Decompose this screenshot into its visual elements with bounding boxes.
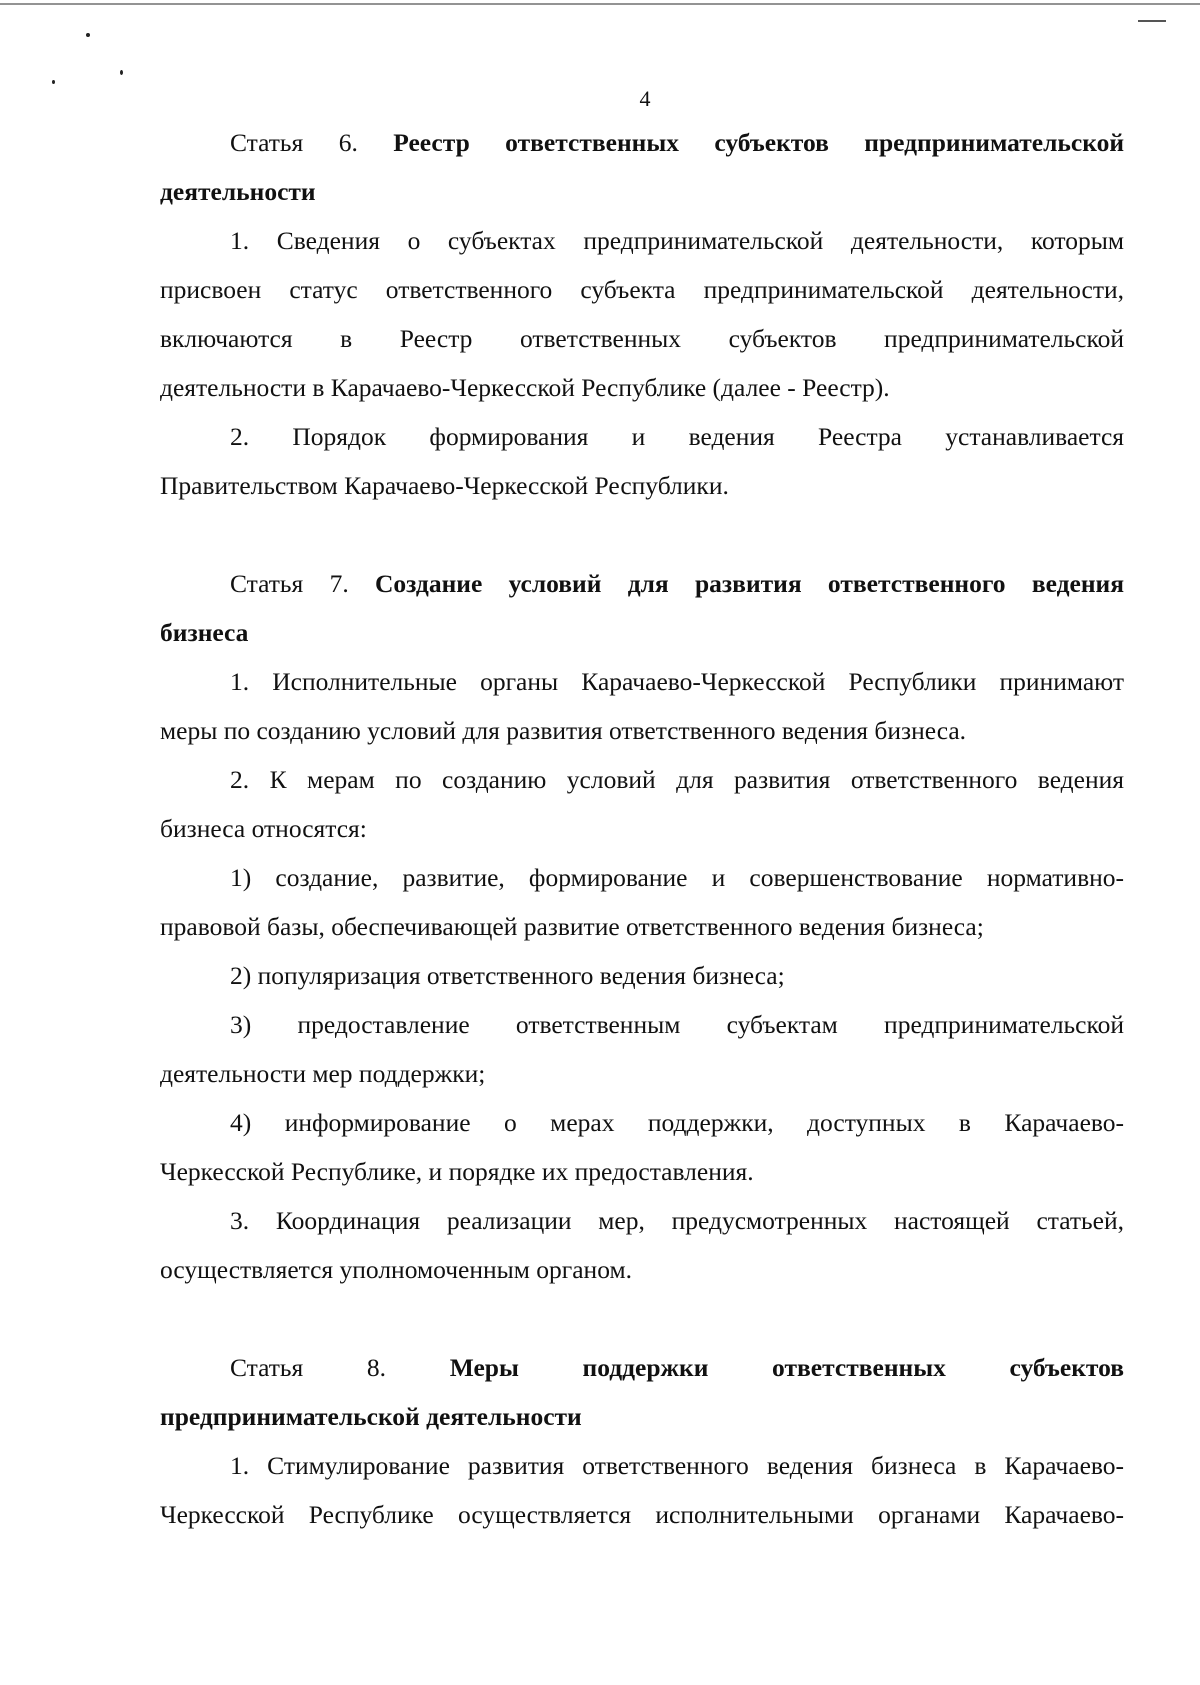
article7-heading-cont — [160, 618, 1124, 648]
article7-heading-title: Создание условий для развития ответственного ведения — [374, 569, 1124, 598]
article7-p2-line: 2. К мерам по созданию условий для развития ответственного ведения — [230, 765, 1124, 794]
article6-heading-prefix: Статья 6. — [230, 128, 358, 157]
article6-p2-line: Правительством Карачаево-Черкесской Республики. — [160, 471, 729, 500]
article8-p1-line: 1. Стимулирование развития ответственного ведения бизнеса в Карачаево- — [230, 1451, 1124, 1480]
scan-mark — [1138, 20, 1166, 22]
article6-p1-line: включаются в Реестр ответственных субъектов предпринимательской — [160, 324, 1124, 353]
article6-p1-line: 1. Сведения о субъектах предпринимательской деятельности, которым — [230, 226, 1124, 255]
page-number: 4 — [639, 86, 651, 111]
article8-p1-line: Черкесской Республике осуществляется исполнительными органами Карачаево- — [160, 1500, 1124, 1529]
article6-heading-title: Реестр ответственных субъектов предпринимательской — [393, 128, 1125, 157]
article7-item2-line: 2) популяризация ответственного ведения бизнеса; — [230, 961, 785, 990]
scan-speck — [120, 70, 123, 75]
article7-heading-prefix: Статья 7. — [230, 569, 349, 598]
article7-heading — [230, 569, 1124, 599]
article7-item3-line: деятельности мер поддержки; — [160, 1059, 486, 1088]
article6-p1-line: присвоен статус ответственного субъекта предпринимательской деятельности, — [160, 275, 1124, 304]
article6-heading — [230, 128, 1124, 158]
article6-heading-title-cont: деятельности — [160, 177, 316, 206]
article7-p2-line: бизнеса относятся: — [160, 814, 367, 843]
article7-heading-title-cont: бизнеса — [160, 618, 249, 647]
article7-p3-line: осуществляется уполномоченным органом. — [160, 1255, 632, 1284]
scan-speck — [86, 33, 90, 37]
article6-p1-line: деятельности в Карачаево-Черкесской Республике (далее - Реестр). — [160, 373, 890, 402]
scan-speck — [52, 80, 55, 84]
article7-p1-line: меры по созданию условий для развития ответственного ведения бизнеса. — [160, 716, 967, 745]
article7-item1-line: 1) создание, развитие, формирование и совершенствование нормативно- — [230, 863, 1124, 892]
article8-heading-cont — [160, 1402, 1124, 1432]
article7-p3-line: 3. Координация реализации мер, предусмотренных настоящей статьей, — [230, 1206, 1124, 1235]
scan-edge-line — [0, 3, 1200, 5]
article7-p1-line: 1. Исполнительные органы Карачаево-Черкесской Республики принимают — [230, 667, 1124, 696]
article8-heading-prefix: Статья 8. — [230, 1353, 387, 1382]
article8-heading-title-cont: предпринимательской деятельности — [160, 1402, 582, 1431]
article6-p2-line: 2. Порядок формирования и ведения Реестра устанавливается — [230, 422, 1124, 451]
article8-heading-title: Меры поддержки ответственных субъектов — [449, 1353, 1124, 1382]
article7-item4-line: 4) информирование о мерах поддержки, доступных в Карачаево- — [230, 1108, 1124, 1137]
article7-item4-line: Черкесской Республике, и порядке их предоставления. — [160, 1157, 754, 1186]
article7-item1-line: правовой базы, обеспечивающей развитие ответственного ведения бизнеса; — [160, 912, 984, 941]
article6-heading-cont — [160, 177, 1124, 207]
article8-heading — [230, 1353, 1124, 1383]
article7-item3-line: 3) предоставление ответственным субъектам предпринимательской — [230, 1010, 1124, 1039]
